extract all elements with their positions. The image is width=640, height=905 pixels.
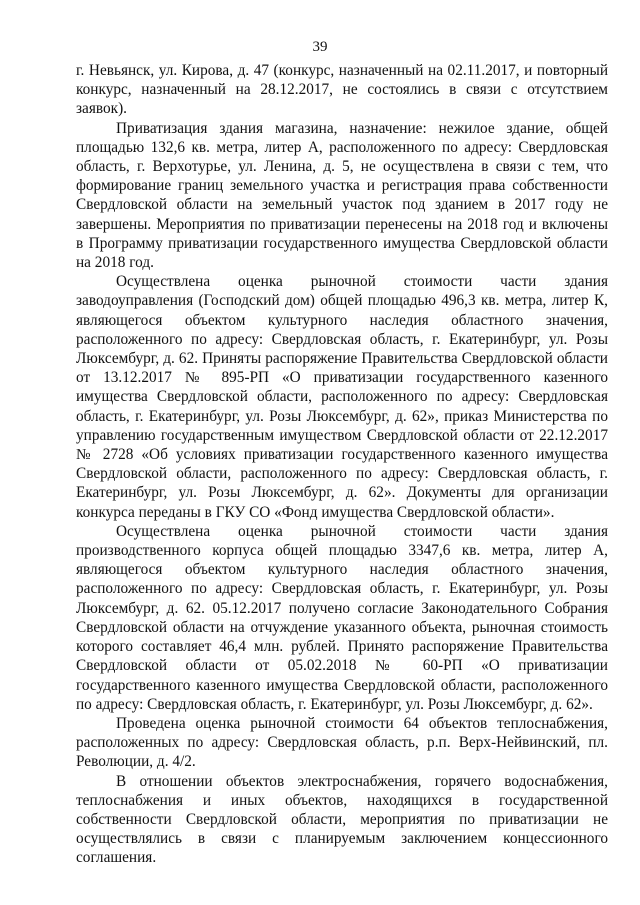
paragraph-1: г. Невьянск, ул. Кирова, д. 47 (конкурс, назначенный на 02.11.2017, и повторный конкурс, назначенный на 28.12.2017, не состоялись в связи с отсутствием заявок). — [76, 62, 608, 118]
page-number: 39 — [312, 39, 328, 55]
paragraph-2: Приватизация здания магазина, назначение: нежилое здание, общей площадью 132,6 кв. метра, литер А, расположенного по адресу: Свердловская область, г. Верхотурье, ул. Ленина, д. 5, не осуществлена в связи с тем, что формирование границ земельного участка и регистрация права собственности Свердловской области на земельный участок под зданием в 2017 году не завершены. Мероприятия по приватизации перенесены на 2018 год и включены в Программу приватизации государственного имущества Свердловской области на 2018 год. — [76, 119, 608, 272]
document-body — [76, 61, 608, 868]
paragraph-5: Проведена оценка рыночной стоимости 64 объектов теплоснабжения, расположенных по адресу: Свердловская область, р.п. Верх-Нейвинский, пл. Революции, д. 4/2. — [76, 714, 608, 771]
paragraph-3: Осуществлена оценка рыночной стоимости части здания заводоуправления (Господский дом) общей площадью 496,3 кв. метра, литер К, являющегося объектом культурного наследия областного значения, расположенного по адресу: Свердловская область, г. Екатеринбург, ул. Розы Люксембург, д. 62. Приняты распоряжение Правительства Свердловской области от 13.12.2017 № 895-РП «О приватизации государственного казенного имущества Свердловской области, расположенного по адресу: Свердловская область, г. Екатеринбург, ул. Розы Люксембург, д. 62», приказ Министерства по управлению государственным имуществом Свердловской области от 22.12.2017 № 2728 «Об условиях приватизации государственного казенного имущества Свердловской области, расположенного по адресу: Свердловская область, г. Екатеринбург, ул. Розы Люксембург, д. 62». Документы для организации конкурса переданы в ГКУ СО «Фонд имущества Свердловской области». — [76, 273, 608, 521]
paragraph-6: В отношении объектов электроснабжения, горячего водоснабжения, теплоснабжения и иных объектов, находящихся в государственной собственности Свердловской области, мероприятия по приватизации не осуществлялись в связи с планируемым заключением концессионного соглашения. — [76, 772, 608, 867]
paragraph-4: Осуществлена оценка рыночной стоимости части здания производственного корпуса общей площадью 3347,6 кв. метра, литер А, являющегося объектом культурного наследия областного значения, расположенного по адресу: Свердловская область, г. Екатеринбург, ул. Розы Люксембург, д. 62. 05.12.2017 получено согласие Законодательного Собрания Свердловской области на отчуждение указанного объекта, рыночная стоимость которого составляет 46,4 млн. рублей. Принято распоряжение Правительства Свердловской области от 05.02.2018 № 60-РП «О приватизации государственного казенного имущества Свердловской области, расположенного по адресу: Свердловская область, г. Екатеринбург, ул. Розы Люксембург, д. 62». — [76, 522, 608, 713]
